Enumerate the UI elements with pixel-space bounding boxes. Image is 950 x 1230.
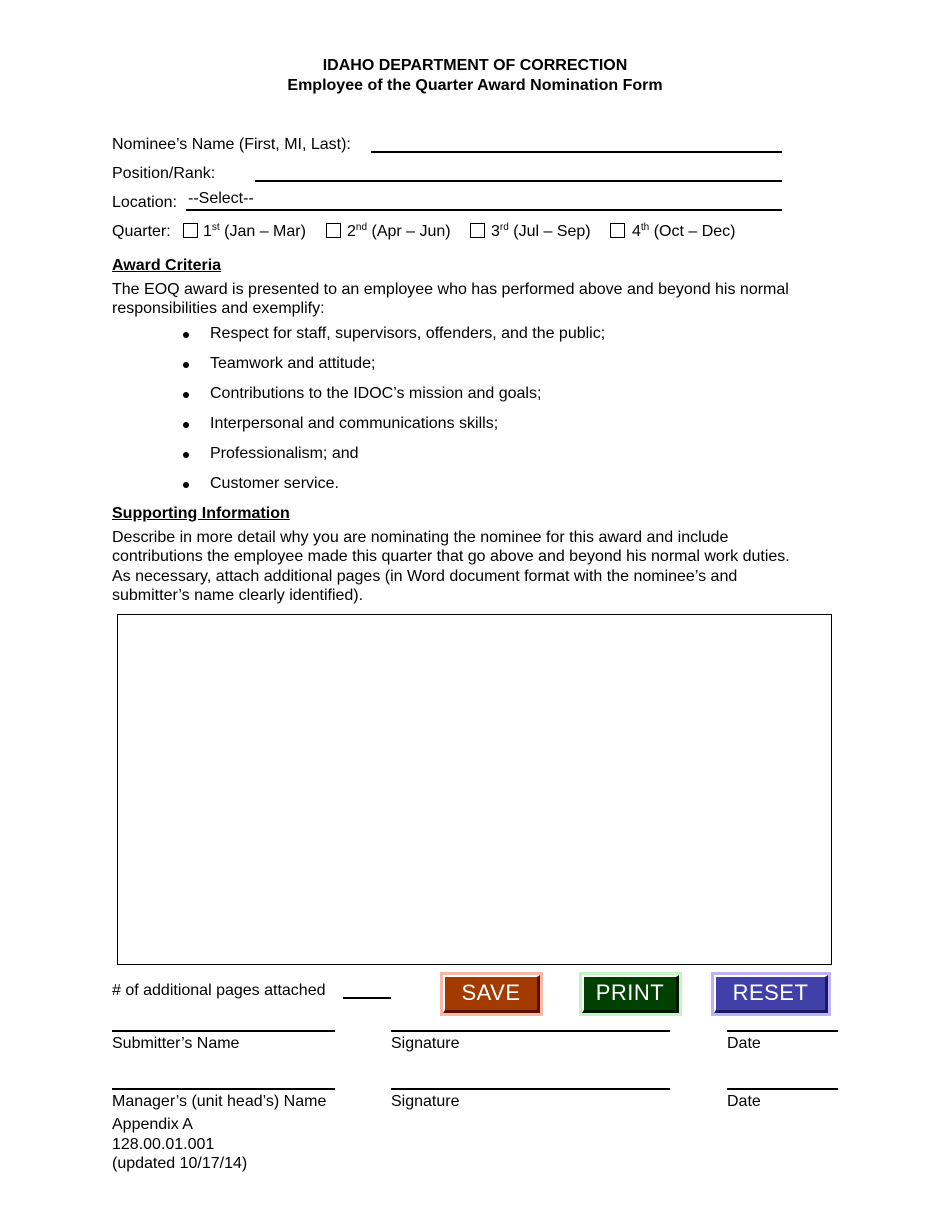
manager-name-label: Manager’s (unit head’s) Name	[112, 1093, 327, 1110]
position-rank-input[interactable]	[255, 162, 781, 182]
footer-appendix: Appendix A	[112, 1116, 193, 1133]
supporting-info-line: Describe in more detail why you are nominating the nominee for this award and include	[112, 529, 729, 546]
bullet-icon	[183, 452, 189, 458]
nominee-name-label: Nominee’s Name (First, MI, Last):	[112, 136, 351, 153]
location-label: Location:	[112, 194, 177, 211]
criteria-item: Professionalism; and	[210, 445, 359, 462]
bullet-icon	[183, 392, 189, 398]
location-underline	[186, 209, 782, 211]
additional-pages-label: # of additional pages attached	[112, 982, 326, 999]
save-button[interactable]	[440, 972, 543, 1016]
supporting-info-textarea[interactable]	[117, 614, 832, 965]
criteria-item: Teamwork and attitude;	[210, 355, 376, 372]
footer-doc-number: 128.00.01.001	[112, 1136, 215, 1153]
bullet-icon	[183, 362, 189, 368]
manager-signature-label: Signature	[391, 1093, 460, 1110]
print-button[interactable]	[579, 972, 682, 1016]
submitter-signature-line[interactable]	[391, 1030, 670, 1032]
award-criteria-heading: Award Criteria	[112, 257, 222, 274]
quarter-1-label: 1st (Jan – Mar)	[203, 222, 306, 240]
submitter-date-label: Date	[727, 1035, 761, 1052]
quarter-4-checkbox[interactable]	[610, 223, 625, 238]
form-title: Employee of the Quarter Award Nomination Form	[287, 77, 663, 94]
submitter-name-line[interactable]	[112, 1030, 335, 1032]
manager-signature-line[interactable]	[391, 1088, 670, 1090]
position-rank-underline	[255, 180, 782, 182]
print-button-label: PRINT	[582, 975, 679, 1013]
supporting-info-line: contributions the employee made this quarter that go above and beyond his normal work duties.	[112, 548, 790, 565]
bullet-icon	[183, 422, 189, 428]
nominee-name-underline	[371, 151, 782, 153]
quarter-1-checkbox[interactable]	[183, 223, 198, 238]
position-rank-label: Position/Rank:	[112, 165, 216, 182]
save-button-label: SAVE	[443, 975, 540, 1013]
criteria-item: Customer service.	[210, 475, 339, 492]
location-selected-value: --Select--	[188, 190, 254, 207]
quarter-2-label: 2nd (Apr – Jun)	[347, 222, 451, 240]
manager-date-label: Date	[727, 1093, 761, 1110]
manager-date-line[interactable]	[727, 1088, 838, 1090]
location-select[interactable]	[186, 190, 782, 210]
manager-name-line[interactable]	[112, 1088, 335, 1090]
submitter-name-label: Submitter’s Name	[112, 1035, 240, 1052]
award-criteria-intro-line1: The EOQ award is presented to an employee who has performed above and beyond his normal	[112, 281, 789, 298]
submitter-date-line[interactable]	[727, 1030, 838, 1032]
bullet-icon	[183, 482, 189, 488]
quarter-3-label: 3rd (Jul – Sep)	[491, 222, 591, 240]
quarter-4-label: 4th (Oct – Dec)	[632, 222, 736, 240]
bullet-icon	[183, 332, 189, 338]
additional-pages-underline	[343, 997, 391, 999]
reset-button-label: RESET	[714, 975, 828, 1013]
supporting-info-heading: Supporting Information	[112, 505, 290, 522]
footer-updated-date: (updated 10/17/14)	[112, 1155, 248, 1172]
award-criteria-intro-line2: responsibilities and exemplify:	[112, 300, 325, 317]
supporting-info-line: submitter’s name clearly identified).	[112, 587, 364, 604]
nominee-name-input[interactable]	[371, 133, 781, 153]
criteria-item: Interpersonal and communications skills;	[210, 415, 499, 432]
additional-pages-input[interactable]	[343, 979, 390, 999]
criteria-item: Respect for staff, supervisors, offenders, and the public;	[210, 325, 606, 342]
quarter-3-checkbox[interactable]	[470, 223, 485, 238]
criteria-item: Contributions to the IDOC’s mission and goals;	[210, 385, 542, 402]
supporting-info-line: As necessary, attach additional pages (in Word document format with the nominee’s and	[112, 568, 738, 585]
quarter-2-checkbox[interactable]	[326, 223, 341, 238]
quarter-label: Quarter:	[112, 223, 171, 240]
reset-button[interactable]	[711, 972, 831, 1016]
form-org-title: IDAHO DEPARTMENT OF CORRECTION	[322, 57, 628, 74]
submitter-signature-label: Signature	[391, 1035, 460, 1052]
